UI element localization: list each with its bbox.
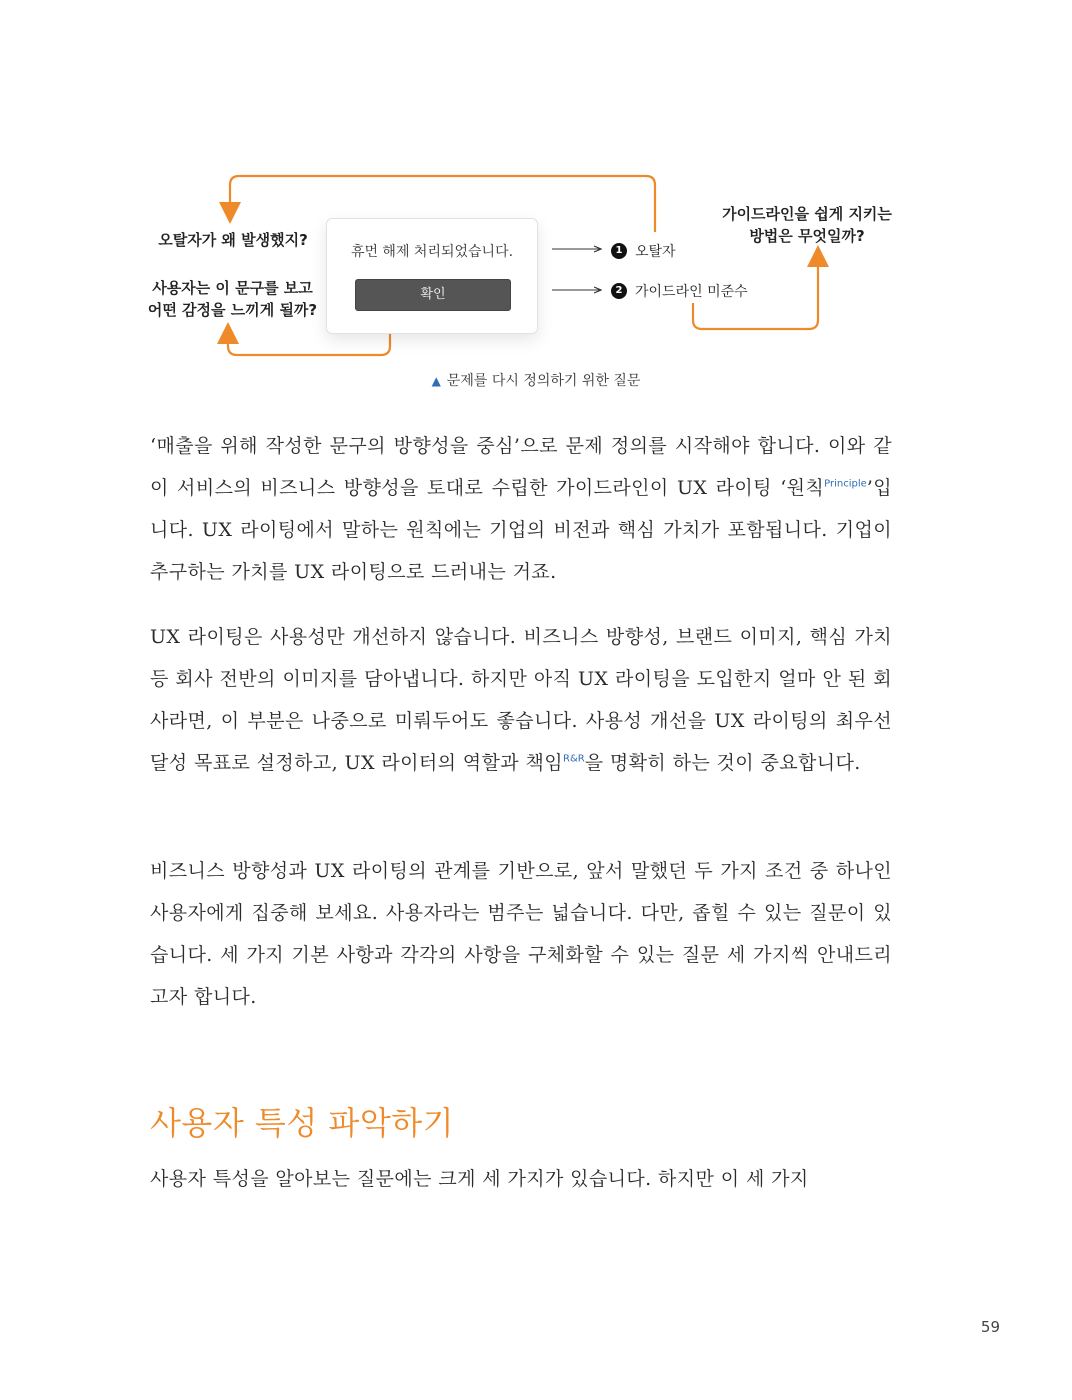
paragraph-1-text-a: ‘매출을 위해 작성한 문구의 방향성을 중심’으로 문제 정의를 시작해야 합니다. 이와 같이 서비스의 비즈니스 방향성을 토대로 수립한 가이드라인이 UX 라이팅 ‘원칙 <box>150 435 892 499</box>
figure-caption-text: 문제를 다시 정의하기 위한 질문 <box>446 373 641 389</box>
label-guideline-text: 가이드라인 미준수 <box>635 284 748 300</box>
sample-dialog <box>326 218 538 334</box>
question-guideline-method <box>712 203 902 247</box>
paragraph-2 <box>150 616 892 784</box>
page-number: 59 <box>980 1318 1000 1336</box>
paragraph-3: 비즈니스 방향성과 UX 라이팅의 관계를 기반으로, 앞서 말했던 두 가지 조건 중 하나인 사용자에게 집중해 보세요. 사용자라는 범주는 넓습니다. 다만, 좁힐 수 있는 질문이 있습니다. 세 가지 기본 사항과 각각의 사항을 구체화할 수 있는 질문 세 가지씩 안내드리고자 합니다. <box>150 860 892 1008</box>
number-1-badge: 1 <box>611 243 627 259</box>
label-typo <box>611 241 676 261</box>
triangle-up-icon: ▲ <box>431 374 441 388</box>
paragraph-1 <box>150 425 892 593</box>
label-guideline <box>611 281 748 301</box>
rnr-superscript: R&R <box>563 753 585 765</box>
figure-caption <box>0 370 1072 390</box>
label-typo-text: 오탈자 <box>635 244 676 260</box>
number-2-badge: 2 <box>611 283 627 299</box>
question-user-emotion-line1: 사용자는 이 문구를 보고 <box>152 279 313 297</box>
question-user-emotion <box>140 277 325 321</box>
question-why-typo: 오탈자가 왜 발생했지? <box>158 231 308 249</box>
dialog-message: 휴먼 해제 처리되었습니다. <box>350 244 514 260</box>
paragraph-2-text-b: 을 명확히 하는 것이 중요합니다. <box>584 752 861 774</box>
paragraph-4: 사용자 특성을 알아보는 질문에는 크게 세 가지가 있습니다. 하지만 이 세 가지 <box>150 1168 809 1190</box>
confirm-button[interactable]: 확인 <box>355 279 511 311</box>
question-guideline-method-line1: 가이드라인을 쉽게 지키는 <box>722 205 892 223</box>
question-user-emotion-line2: 어떤 감정을 느끼게 될까? <box>147 301 318 319</box>
paragraph-2-text-a: UX 라이팅은 사용성만 개선하지 않습니다. 비즈니스 방향성, 브랜드 이미지, 핵심 가치 등 회사 전반의 이미지를 담아냅니다. 하지만 아직 UX 라이팅을 도입한지 얼마 안 된 회사라면, 이 부분은 나중으로 미뤄두어도 좋습니다. 사용성 개선을 UX 라이팅의 최우선 달성 목표로 설정하고, UX 라이터의 역할과 책임 <box>150 626 892 774</box>
diagram-figure <box>0 0 1072 400</box>
question-guideline-method-line2: 방법은 무엇일까? <box>749 227 865 245</box>
section-heading: 사용자 특성 파악하기 <box>150 1104 455 1142</box>
paragraph-1-text-b: ’입니다. UX 라이팅에서 말하는 원칙에는 기업의 비전과 핵심 가치가 포함됩니다. 기업이 추구하는 가치를 UX 라이팅으로 드러내는 거죠. <box>150 477 892 583</box>
principle-superscript: Principle <box>824 478 867 490</box>
diagram-connectors <box>0 0 1072 400</box>
